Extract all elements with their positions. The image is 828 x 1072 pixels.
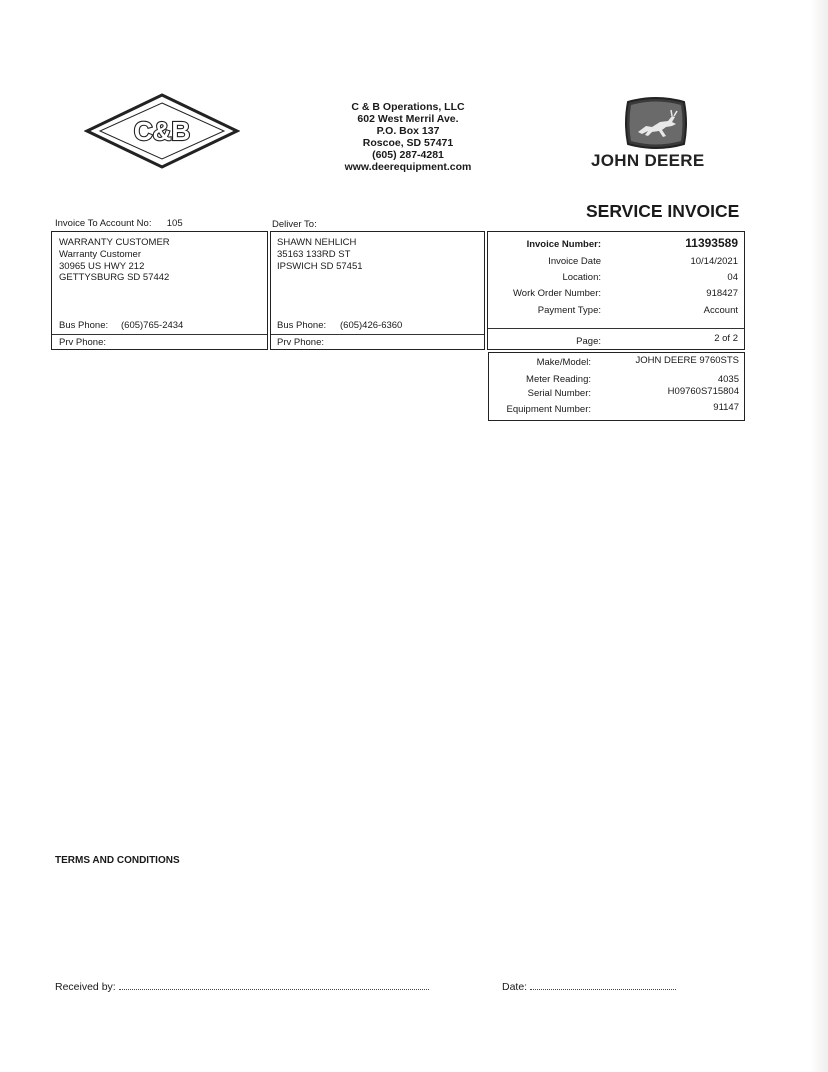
location-label: Location:: [562, 272, 601, 283]
service-invoice-title: SERVICE INVOICE: [586, 201, 740, 221]
invoice-date: 10/14/2021: [690, 256, 738, 267]
invoice-number-label: Invoice Number:: [526, 239, 601, 250]
deliver-to-box: [270, 231, 485, 350]
equipment-number: 91147: [713, 402, 739, 413]
location-value: 04: [727, 272, 738, 283]
invoice-details-divider: [488, 328, 744, 329]
invoice-to-city-state-zip: GETTYSBURG SD 57442: [59, 272, 170, 283]
page-value: 2 of 2: [714, 333, 738, 344]
company-address1: 602 West Merril Ave.: [357, 113, 459, 125]
cb-logo: [84, 92, 240, 170]
invoice-to-line2: Warranty Customer: [59, 249, 141, 260]
meter-reading: 4035: [717, 374, 739, 385]
page-label: Page:: [576, 336, 601, 347]
invoice-to-account-no: 105: [166, 218, 183, 229]
make-model-label: Make/Model:: [536, 357, 591, 368]
received-by-label: Received by:: [55, 981, 116, 993]
invoice-to-box: [51, 231, 268, 350]
meter-reading-label: Meter Reading:: [526, 374, 591, 385]
invoice-to-label-row: [55, 218, 183, 229]
equipment-number-label: Equipment Number:: [506, 404, 591, 415]
deliver-to-name: SHAWN NEHLICH: [277, 237, 357, 248]
deliver-to-address: 35163 133RD ST: [277, 249, 351, 260]
payment-type: Account: [703, 305, 738, 316]
date-label: Date:: [502, 981, 528, 993]
invoice-to-name: WARRANTY CUSTOMER: [59, 237, 170, 248]
deliver-to-prv-phone-label: Prv Phone:: [277, 337, 324, 348]
invoice-number: 11393589: [685, 236, 738, 250]
date-row: [502, 980, 676, 993]
date-line: [530, 980, 676, 990]
terms-and-conditions: TERMS AND CONDITIONS: [55, 855, 180, 866]
deliver-to-label: Deliver To:: [272, 219, 317, 230]
invoice-date-label: Invoice Date: [548, 256, 601, 267]
john-deere-deer-icon: [622, 96, 690, 150]
invoice-to-divider: [52, 334, 267, 335]
serial-number-label: Serial Number:: [527, 388, 591, 399]
invoice-to-address: 30965 US HWY 212: [59, 261, 145, 272]
invoice-to-bus-phone: (605)765-2434: [121, 320, 184, 331]
serial-number: H09760S715804: [667, 386, 739, 397]
invoice-to-label: Invoice To Account No:: [55, 218, 152, 229]
invoice-details-box: [487, 231, 745, 350]
company-city-state-zip: Roscoe, SD 57471: [362, 137, 454, 149]
company-website: www.deerequipment.com: [344, 161, 472, 173]
make-model: JOHN DEERE 9760STS: [635, 355, 739, 366]
company-address2: P.O. Box 137: [376, 125, 440, 137]
work-order-number: 918427: [706, 288, 738, 299]
page-edge: [810, 0, 828, 1072]
invoice-to-prv-phone-label: Prv Phone:: [59, 337, 106, 348]
deliver-to-bus-phone-label: Bus Phone:: [277, 320, 327, 331]
cb-logo-text: C&B: [133, 116, 191, 146]
company-phone: (605) 287-4281: [372, 149, 444, 161]
john-deere-wordmark: JOHN DEERE: [591, 151, 705, 170]
invoice-to-bus-phone-label: Bus Phone:: [59, 320, 109, 331]
work-order-label: Work Order Number:: [513, 288, 601, 299]
company-info: [318, 101, 498, 173]
received-by-row: [55, 980, 429, 993]
equipment-box: [488, 352, 745, 421]
company-name: C & B Operations, LLC: [351, 101, 465, 113]
payment-type-label: Payment Type:: [537, 305, 601, 316]
deliver-to-bus-phone: (605)426-6360: [340, 320, 403, 331]
deliver-to-city-state-zip: IPSWICH SD 57451: [277, 261, 363, 272]
received-by-line: [119, 980, 429, 990]
deliver-to-divider: [271, 334, 484, 335]
